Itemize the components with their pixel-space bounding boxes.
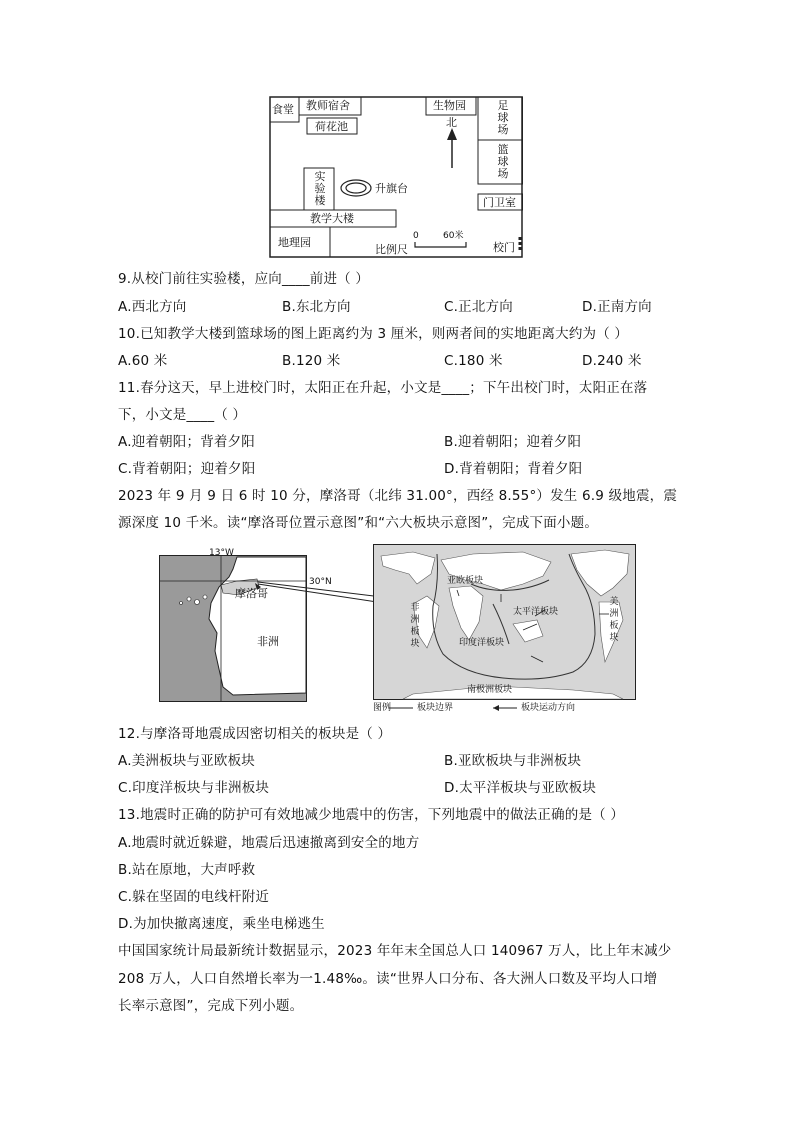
- indian-ocean-plate-label: 印度洋板块: [459, 638, 505, 648]
- teaching-building-label: 教学大楼: [310, 212, 354, 225]
- q9-stem: 9.从校门前往实验楼，应向____前进（ ）: [118, 271, 370, 287]
- q12-stem: 12.与摩洛哥地震成因密切相关的板块是（ ）: [118, 726, 392, 742]
- bio-garden-label: 生物园: [433, 99, 466, 112]
- q11-option-a[interactable]: A.迎着朝阳；背着夕阳: [118, 434, 255, 450]
- legend-motion-label: 板块运动方向: [521, 703, 576, 713]
- morocco-map-graphic: [159, 547, 307, 702]
- morocco-label: 摩洛哥: [235, 587, 268, 600]
- teacher-dorm-label: 教师宿舍: [306, 99, 350, 112]
- pacific-plate-label: 太平洋板块: [513, 607, 559, 617]
- q13-stem: 13.地震时正确的防护可有效地减少地震中的伤害，下列地震中的做法正确的是（ ）: [118, 807, 625, 823]
- geo-garden-label: 地理园: [278, 236, 311, 249]
- q11-stem-line1: 11.春分这天，早上进校门时，太阳正在升起，小文是____；下午出校门时，太阳正在落: [118, 380, 648, 396]
- campus-map: [269, 96, 523, 258]
- q11-option-c[interactable]: C.背着朝阳；迎着夕阳: [118, 461, 256, 477]
- lat-30n-label: 30°N: [309, 577, 332, 587]
- q9-option-a[interactable]: A.西北方向: [118, 299, 187, 315]
- flag-platform-label: 升旗台: [375, 182, 408, 195]
- q10-option-a[interactable]: A.60 米: [118, 353, 168, 369]
- q13-option-b[interactable]: B.站在原地，大声呼救: [118, 862, 256, 878]
- q13-option-a[interactable]: A.地震时就近躲避，地震后迅速撤离到安全的地方: [118, 835, 420, 851]
- q11-stem-line2: 下，小文是____（ ）: [118, 407, 247, 423]
- q12-option-b[interactable]: B.亚欧板块与非洲板块: [444, 753, 582, 769]
- basketball-court-label: 篮 球 场: [497, 143, 509, 180]
- africa-label: 非洲: [257, 635, 279, 648]
- q10-stem: 10.已知教学大楼到篮球场的图上距离约为 3 厘米，则两者间的实地距离大约为（ ）: [118, 326, 629, 342]
- lotus-pond-label: 荷花池: [315, 120, 348, 133]
- q9-option-d[interactable]: D.正南方向: [582, 299, 652, 315]
- q12-option-c[interactable]: C.印度洋板块与非洲板块: [118, 780, 270, 796]
- pop-intro-line2: 208 万人，人口自然增长率为一1.48‰。读“世界人口分布、各大洲人口数及平均人口增: [118, 971, 658, 987]
- q11-option-d[interactable]: D.背着朝阳；背着夕阳: [444, 461, 583, 477]
- legend-boundary-label: 板块边界: [417, 703, 454, 713]
- scale-zero-label: 0: [413, 231, 419, 241]
- quake-intro-line2: 源深度 10 千米。读“摩洛哥位置示意图”和“六大板块示意图”，完成下面小题。: [118, 515, 599, 531]
- scale-value-label: 60米: [443, 231, 464, 241]
- q12-option-a[interactable]: A.美洲板块与亚欧板块: [118, 753, 255, 769]
- q10-option-b[interactable]: B.120 米: [282, 353, 341, 369]
- eurasian-plate-label: 亚欧板块: [447, 576, 484, 586]
- guard-room-label: 门卫室: [483, 196, 516, 209]
- canteen-label: 食堂: [272, 103, 294, 116]
- campus-map-frame: [269, 96, 523, 258]
- scale-label: 比例尺: [375, 243, 408, 256]
- plates-map: [373, 544, 636, 715]
- lon-13w-label: 13°W: [209, 548, 234, 558]
- pop-intro-line1: 中国国家统计局最新统计数据显示，2023 年年末全国总人口 140967 万人，比上年末减少: [118, 943, 672, 959]
- north-label: 北: [446, 116, 457, 129]
- legend-prefix-label: 图例: [373, 703, 392, 713]
- q9-option-c[interactable]: C.正北方向: [444, 299, 513, 315]
- q13-option-c[interactable]: C.躲在坚固的电线杆附近: [118, 889, 270, 905]
- football-field-label: 足 球 场: [497, 99, 509, 136]
- morocco-map: [159, 547, 332, 702]
- q9-option-b[interactable]: B.东北方向: [282, 299, 351, 315]
- quake-intro-line1: 2023 年 9 月 9 日 6 时 10 分，摩洛哥（北纬 31.00°，西经 8.55°）发生 6.9 级地震，震: [118, 488, 678, 504]
- q11-option-b[interactable]: B.迎着朝阳；迎着夕阳: [444, 434, 582, 450]
- american-plate-label: 美 洲 板 块: [609, 597, 619, 643]
- lab-building-label: 实 验 楼: [314, 170, 326, 207]
- q10-option-c[interactable]: C.180 米: [444, 353, 503, 369]
- african-plate-label: 非 洲 板 块: [410, 603, 420, 649]
- antarctic-plate-label: 南极洲板块: [467, 685, 513, 695]
- q10-option-d[interactable]: D.240 米: [582, 353, 642, 369]
- q13-option-d[interactable]: D.为加快撤离速度，乘坐电梯逃生: [118, 916, 325, 932]
- q12-option-d[interactable]: D.太平洋板块与亚欧板块: [444, 780, 597, 796]
- pop-intro-line3: 长率示意图”，完成下列小题。: [118, 998, 304, 1014]
- school-gate-label: 校门: [493, 241, 515, 254]
